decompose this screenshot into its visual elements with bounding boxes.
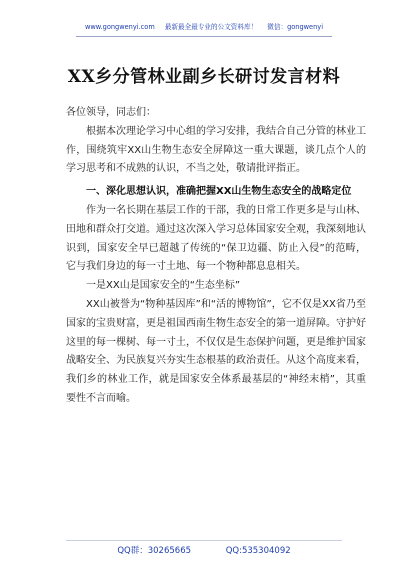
salutation: 各位领导，同志们： — [66, 107, 156, 118]
footer-qq-group: QQ群：30265665 — [117, 546, 192, 556]
page-footer — [0, 544, 408, 556]
header-slogan: 最新最全最专业的公文资料库！ — [164, 23, 258, 31]
footer-divider — [66, 540, 342, 541]
section-heading-1: 一、深化思想认识，准确把握XX山生物生态安全的战略定位 — [86, 186, 352, 198]
footer-qq-contact: QQ:535304092 — [225, 546, 291, 556]
paragraph-2: 作为一名长期在基层工作的干部，我的日常工作更多是与山林、田地和群众打交道。通过这次深入学习总体国家安全观，我深刻地认识到，国家安全早已超越了传统的“保卫边疆、防止入侵”的范畴，它与我们身边的每一寸土地、每一个物种都息息相关。 — [66, 204, 366, 273]
page-header — [0, 22, 408, 32]
intro-paragraph: 根据本次理论学习中心组的学习安排，我结合自己分管的林业工作，围绕筑牢XX山生物生态安全屏障这一重大课题，谈几点个人的学习思考和不成熟的认识，不当之处，敬请批评指正。 — [66, 125, 366, 175]
header-wechat: 微信：gongwenyi — [267, 23, 324, 31]
paragraph-3: XX山被誉为“物种基因库”和“活的博物馆”，它不仅是XX省乃至国家的宝贵财富，更是祖国西南生物生态安全的第一道屏障。守护好这里的每一棵树、每一寸土，不仅仅是生态保护问题，更是维护国家战略安全、为民族复兴夯实生态根基的政治责任。从这个高度来看，我们乡的林业工作，就是国家安全体系最基层的“神经末梢”，其重要性不言而喻。 — [66, 298, 366, 404]
subheading-1: 一是XX山是国家安全的“生态坐标” — [86, 280, 241, 292]
header-divider — [76, 36, 332, 37]
header-website[interactable]: www.gongwenyi.com — [84, 23, 155, 31]
document-body — [66, 104, 366, 409]
document-title: XX乡分管林业副乡长研讨发言材料 — [67, 67, 341, 87]
